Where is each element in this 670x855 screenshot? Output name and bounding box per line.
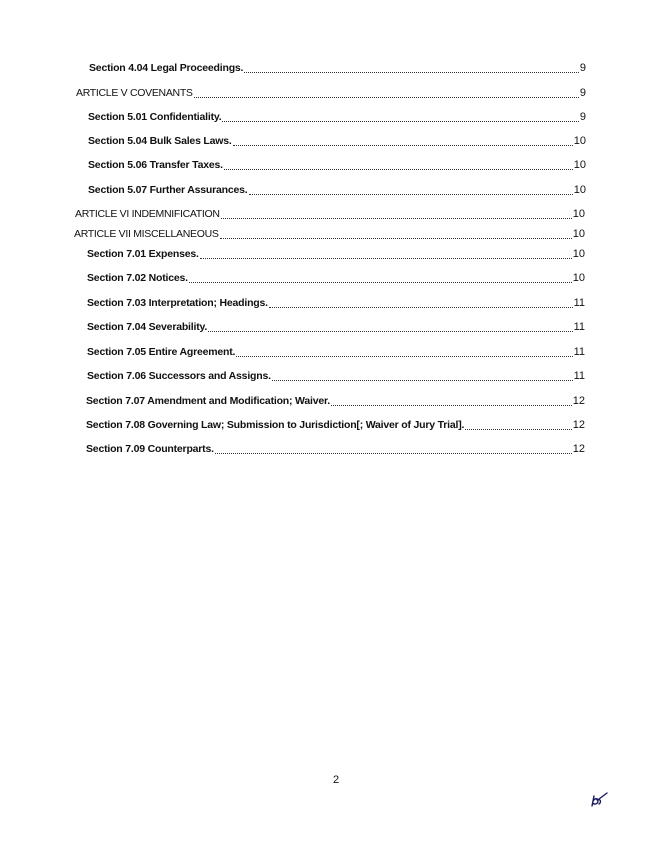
toc-entry-label: Section 7.05 Entire Agreement.	[87, 346, 236, 358]
toc-entry-page: 10	[572, 272, 585, 284]
toc-entry-page: 12	[572, 395, 585, 407]
toc-entry-label: ARTICLE VII MISCELLANEOUS	[74, 228, 219, 240]
toc-entry-page: 11	[573, 370, 585, 382]
leader-dots	[244, 72, 579, 73]
leader-dots	[272, 380, 573, 381]
toc-entry-page: 9	[579, 111, 586, 123]
toc-entry-7-04[interactable]	[87, 321, 585, 334]
toc-entry-page: 9	[579, 87, 586, 99]
leader-dots	[208, 331, 572, 332]
toc-entry-label: Section 7.03 Interpretation; Headings.	[87, 297, 268, 309]
leader-dots	[215, 453, 572, 454]
leader-dots	[220, 238, 572, 239]
toc-entry-label: Section 5.06 Transfer Taxes.	[88, 159, 223, 171]
leader-dots	[221, 218, 572, 219]
toc-entry-article-vii[interactable]	[74, 228, 585, 241]
leader-dots	[200, 258, 572, 259]
toc-entry-7-09[interactable]	[86, 443, 585, 456]
toc-entry-label: ARTICLE V COVENANTS	[76, 87, 193, 99]
toc-entry-page: 12	[572, 419, 585, 431]
toc-entry-label: Section 7.06 Successors and Assigns.	[87, 370, 271, 382]
toc-entry-7-03[interactable]	[87, 297, 585, 310]
toc-entry-page: 9	[579, 62, 586, 74]
toc-entry-page: 10	[573, 159, 586, 171]
toc-entry-page: 11	[573, 297, 585, 309]
page-number: 2	[333, 774, 340, 786]
toc-entry-page: 10	[573, 135, 586, 147]
toc-entry-page: 10	[573, 184, 586, 196]
toc-entry-label: Section 7.04 Severability.	[87, 321, 208, 333]
toc-entry-7-01[interactable]	[87, 248, 585, 261]
toc-entry-page: 10	[572, 208, 585, 220]
toc-entry-page: 10	[572, 248, 585, 260]
toc-entry-7-02[interactable]	[87, 272, 585, 285]
toc-entry-label: ARTICLE VI INDEMNIFICATION	[75, 208, 220, 220]
toc-entry-label: Section 7.02 Notices.	[87, 272, 188, 284]
leader-dots	[249, 194, 573, 195]
toc-entry-page: 11	[573, 321, 585, 333]
toc-entry-page: 11	[573, 346, 585, 358]
toc-entry-5-01[interactable]	[88, 111, 586, 124]
leader-dots	[269, 307, 573, 308]
toc-entry-5-04[interactable]	[88, 135, 586, 148]
toc-entry-label: Section 7.09 Counterparts.	[86, 443, 214, 455]
toc-entry-label: Section 7.01 Expenses.	[87, 248, 199, 260]
toc-entry-label: Section 5.01 Confidentiality.	[88, 111, 222, 123]
toc-entry-7-07[interactable]	[86, 395, 585, 408]
toc-entry-page: 12	[572, 443, 585, 455]
leader-dots	[331, 405, 572, 406]
handwritten-initials-icon	[588, 788, 612, 812]
leader-dots	[465, 429, 572, 430]
leader-dots	[222, 121, 578, 122]
toc-entry-article-vi[interactable]	[75, 208, 585, 221]
leader-dots	[189, 282, 572, 283]
toc-entry-label: Section 5.04 Bulk Sales Laws.	[88, 135, 232, 147]
leader-dots	[194, 97, 579, 98]
toc-entry-4-04[interactable]	[89, 62, 586, 75]
toc-entry-7-08[interactable]	[86, 419, 585, 432]
toc-entry-label: Section 7.08 Governing Law; Submission to Jurisdiction[; Waiver of Jury Trial].	[86, 419, 465, 431]
toc-entry-5-07[interactable]	[88, 184, 586, 197]
leader-dots	[233, 145, 573, 146]
toc-entry-label: Section 5.07 Further Assurances.	[88, 184, 248, 196]
toc-entry-7-05[interactable]	[87, 346, 585, 359]
toc-entry-page: 10	[572, 228, 585, 240]
toc-entry-5-06[interactable]	[88, 159, 586, 172]
toc-entry-7-06[interactable]	[87, 370, 585, 383]
leader-dots	[236, 356, 572, 357]
leader-dots	[224, 169, 573, 170]
toc-entry-label: Section 7.07 Amendment and Modification; Waiver.	[86, 395, 330, 407]
toc-entry-label: Section 4.04 Legal Proceedings.	[89, 62, 244, 74]
toc-entry-article-v[interactable]	[76, 87, 586, 100]
